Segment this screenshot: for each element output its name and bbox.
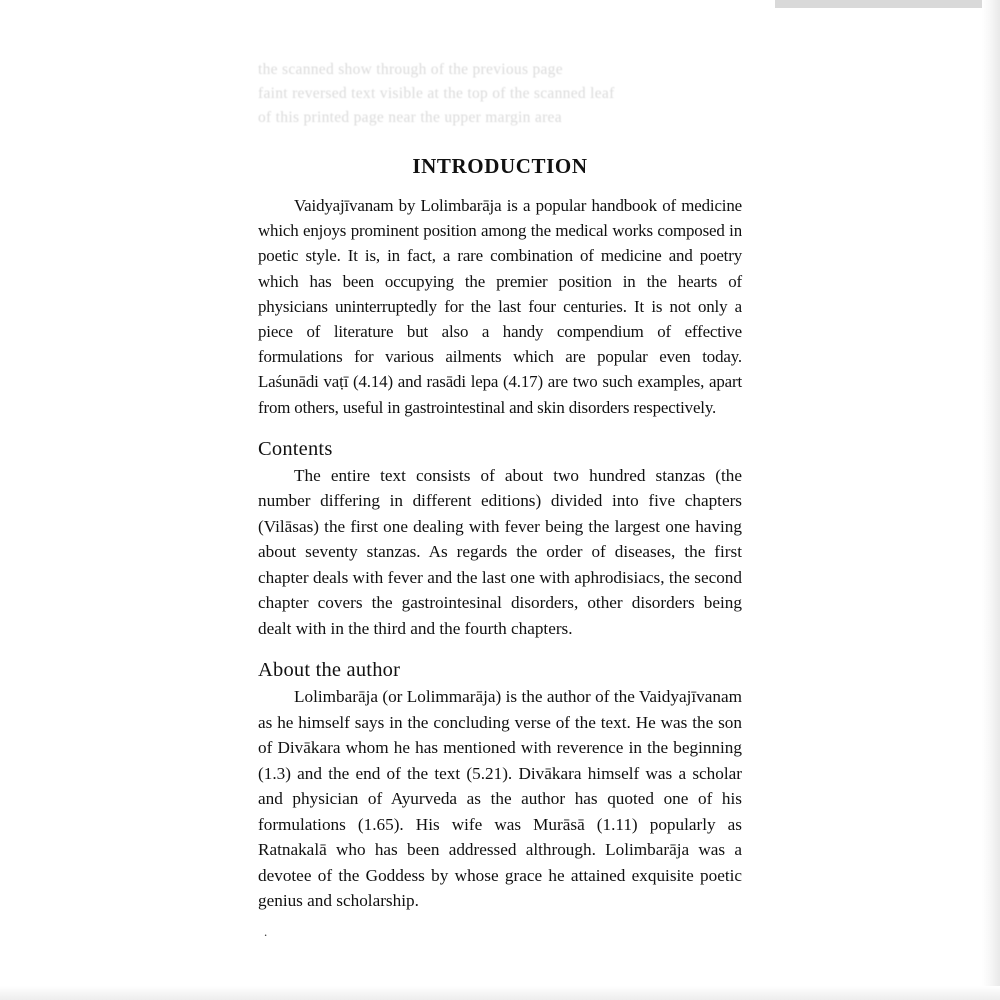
- intro-paragraph: Vaidyajīvanam by Lolimbarāja is a popular handbook of medicine which enjoys prominent position among the medical works composed in poetic style. It is, in fact, a rare combination of medicine and poetry which has been occupying the premier position in the hearts of physicians uninterruptedly for the last four centuries. It is not only a piece of literature but also a handy compendium of effective formulations for various ailments which are popular even today. Laśunādi vaṭī (4.14) and rasādi lepa (4.17) are two such examples, apart from others, useful in gastrointestinal and skin disorders respectively.: [258, 196, 742, 417]
- show-through-text: [258, 58, 742, 146]
- page-content: [258, 58, 742, 939]
- page-title: INTRODUCTION: [412, 154, 588, 178]
- page-edge-top-shadow: [775, 0, 1000, 8]
- section-heading-about-the-author: About the author: [258, 659, 401, 682]
- show-through-line: the scanned show through of the previous page: [258, 61, 563, 78]
- show-through-line: of this printed page near the upper margin area: [258, 109, 562, 126]
- page-edge-right-shadow: [982, 0, 1000, 1000]
- section-heading-contents: Contents: [258, 437, 333, 460]
- footer-mark: .: [264, 923, 268, 939]
- show-through-line: faint reversed text visible at the top of the scanned leaf: [258, 85, 615, 102]
- section-paragraph-about-the-author: Lolimbarāja (or Lolimmarāja) is the author of the Vaidyajīvanam as he himself says in the concluding verse of the text. He was the son of Divākara whom he has mentioned with reverence in the beginning (1.3) and the end of the text (5.21). Divākara himself was a scholar and physician of Ayurveda as the author has quoted one of his formulations (1.65). His wife was Murāsā (1.11) popularly as Ratnakalā who has been addressed althrough. Lolimbarāja was a devotee of the Goddess by whose grace he attained exquisite poetic genius and scholarship.: [258, 687, 742, 911]
- page-edge-bottom-shadow: [0, 986, 1000, 1000]
- section-paragraph-contents: The entire text consists of about two hundred stanzas (the number differing in different editions) divided into five chapters (Vilāsas) the first one dealing with fever being the largest one having about seventy stanzas. As regards the order of diseases, the first chapter deals with fever and the last one with aphrodisiacs, the second chapter covers the gastrointesinal disorders, other disorders being dealt with in the third and the fourth chapters.: [258, 465, 742, 638]
